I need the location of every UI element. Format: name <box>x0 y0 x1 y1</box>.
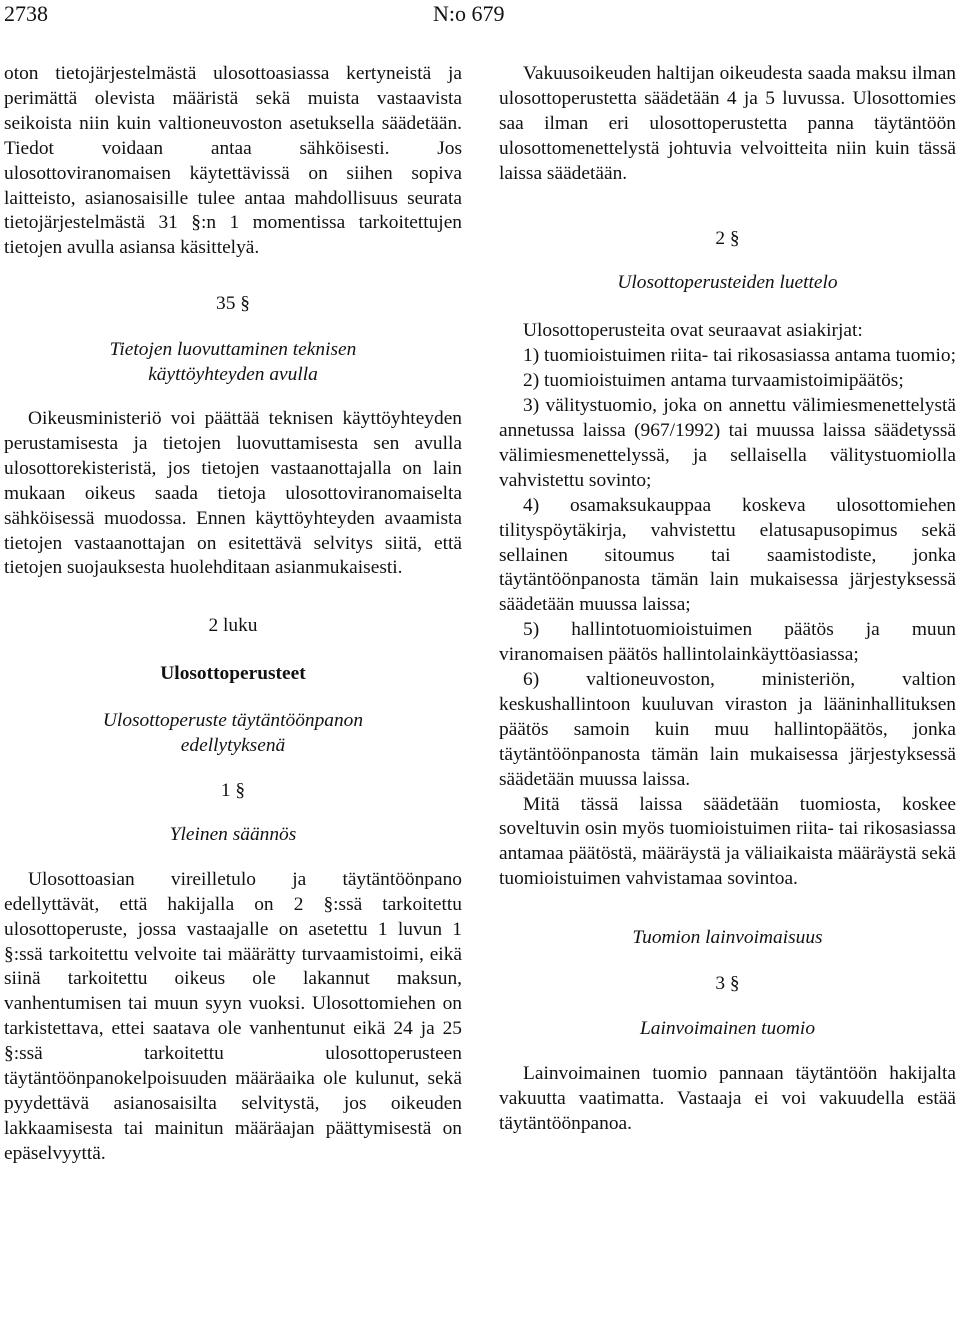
document-number: N:o 679 <box>433 1 505 26</box>
section-35-text: Oikeusministeriö voi päättää teknisen käyttöyhteyden perustamisesta ja tietojen luovuttamisesta sen avulla ulosottorekisteristä, jos tietojen vastaanottajalla on lain mukaan oikeus saada tietoja ulosottoviranomaiselta sähköisessä muodossa. Ennen käyttöyhteyden avaamista tietojen vastaanottajan on esitettävä selvitys siitä, että tietojen suojauksesta huolehditaan asianmukaisesti. <box>4 407 462 579</box>
left-column <box>4 62 462 1167</box>
section-1-number: 1 § <box>220 780 246 802</box>
right-column <box>499 62 956 1137</box>
section-1-title: Yleinen säännös <box>169 823 297 845</box>
right-intro-paragraph: Vakuusoikeuden haltijan oikeudesta saada maksu ilman ulosottoperustetta säädetään 4 ja 5 luvussa. Ulosottomies saa ilman eri ulosottoperustetta panna täytäntöön ulosottomenettelystä johtuvia velvoitteita niin kuin tässä laissa säädetään. <box>499 63 956 184</box>
chapter-subtitle: Ulosottoperuste täytäntöönpanon edellytyksenä <box>102 710 364 757</box>
page-header <box>0 0 960 30</box>
chapter-number: 2 luku <box>208 615 258 637</box>
section-2-closing: Mitä tässä laissa säädetään tuomiosta, koskee soveltuvin osin myös tuomioistuimen riita- tai rikosasiassa antamaa päätöstä, määräystä ja väliaikaista määräystä sekä tuomioistuimen vahvistamaa sovintoa. <box>499 793 956 890</box>
section-2-number: 2 § <box>715 227 740 249</box>
section-2-item: 2) tuomioistuimen antama turvaamistoimipäätös; <box>523 370 904 392</box>
section-3-text: Lainvoimainen tuomio pannaan täytäntöön hakijalta vakuutta vaatimatta. Vastaaja ei voi vakuudella estää täytäntöönpanoa. <box>499 1062 956 1134</box>
chapter-title: Ulosottoperusteet <box>160 663 306 685</box>
section-2-intro: Ulosottoperusteita ovat seuraavat asiakirjat: <box>523 320 863 342</box>
section-2-item: 3) välitystuomio, joka on annettu välimiesmenettelystä annetussa laissa (967/1992) tai muussa laissa säädetyssä välimiesmenettelyssä, ja sellaisella välitystuomiolla vahvistettu sovinto; <box>499 395 956 491</box>
section-35-title: Tietojen luovuttaminen teknisen käyttöyhteyden avulla <box>109 339 357 386</box>
section-2-item: 1) tuomioistuimen riita- tai rikosasiassa antama tuomio; <box>523 345 956 367</box>
heading-tuomion-lainvoimaisuus: Tuomion lainvoimaisuus <box>632 927 823 949</box>
section-35-number: 35 § <box>216 293 250 315</box>
section-3-number: 3 § <box>715 973 740 995</box>
section-2-item: 6) valtioneuvoston, ministeriön, valtion keskushallintoon kuuluvan viraston ja lääninhallituksen päätös samoin kuin muu hallintopäätös, jonka täytäntöönpanosta tämän lain mukaisessa järjestyksessä säädetään muussa laissa. <box>499 669 956 790</box>
section-3-title: Lainvoimainen tuomio <box>639 1018 816 1039</box>
continuation-paragraph: oton tietojärjestelmästä ulosottoasiassa kertyneistä ja perimättä olevista määristä sekä muista vastaavista seikoista niin kuin valtioneuvoston asetuksella säädetään. Tiedot voidaan antaa sähköisesti. Jos ulosottoviranomaisen käytettävissä on siihen sopiva laitteisto, asianosaisille tulee antaa mahdollisuus seurata tietojärjestelmästä 31 §:n 1 momentissa tarkoitettujen tietojen avulla asiansa käsittelyä. <box>4 63 462 259</box>
section-2-title: Ulosottoperusteiden luettelo <box>617 272 838 294</box>
page-number: 2738 <box>4 1 48 26</box>
section-2-item: 4) osamaksukauppaa koskeva ulosottomiehen tilityspöytäkirja, vahvistettu elatusapusopimus sekä sellainen sitoumus tai saamistodiste, jonka täytäntöönpanosta tämän lain mukaisessa järjestyksessä säädetään muussa laissa; <box>499 494 956 616</box>
section-1-text: Ulosottoasian vireilletulo ja täytäntöönpano edellyttävät, että hakijalla on 2 §:ssä tarkoitettu ulosottoperuste, jossa vastaajalle on asetettu 1 luvun 1 §:ssä tarkoitettu velvoite tai määrätty turvaamistoimi, eikä siinä tarkoitettu oikeus ole lakannut maksun, vanhentumisen tai muun syyn vuoksi. Ulosottomiehen on tarkistettava, ettei saatava ole vanhentunut eikä 24 ja 25 §:ssä tarkoitettu ulosottoperusteen täytäntöönpanokelpoisuuden määräaika ole kulunut, sekä pyydettävä asianosaisilta selvitystä, jos oikeuden lakkaamisesta tai mainitun määräajan päättymisestä on epäselvyyttä. <box>4 868 462 1164</box>
section-2-item: 5) hallintotuomioistuimen päätös ja muun viranomaisen päätös hallintolainkäyttöasiassa; <box>499 619 956 666</box>
